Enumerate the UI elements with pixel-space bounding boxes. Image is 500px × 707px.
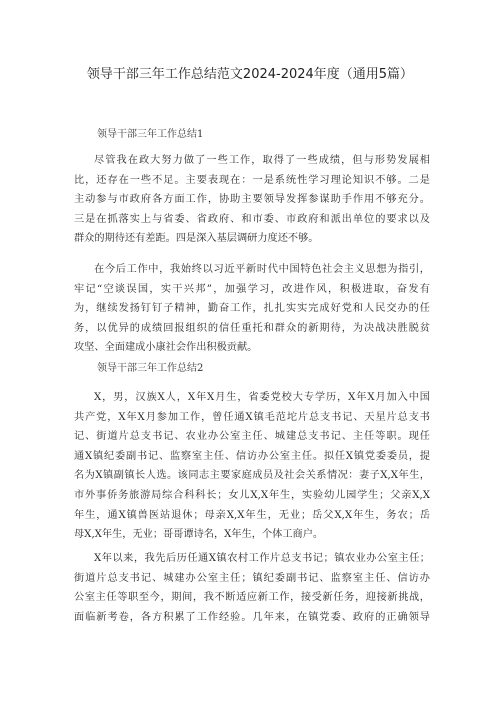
paragraph-line: 为，继续发扬钉钉子精神，勤奋工作，扎扎实实完成好党和人民交办的任	[74, 303, 430, 315]
section-heading-1: 领导干部三年工作总结1	[97, 129, 204, 140]
paragraph-2	[74, 260, 430, 358]
paragraph-line: 名为X镇副镇长人选。该同志主要家庭成员及社会关系情况：妻子X,X年生，	[74, 470, 430, 482]
paragraph-line: 街道片总支书记、城建办公室主任；镇纪委副书记、监察室主任、信访办	[74, 572, 430, 584]
paragraph-line: 通X镇纪委副书记、监察室主任、信访办公室主任。拟任X镇党委委员，提	[74, 450, 430, 462]
paragraph-line: X年以来，我先后历任通X镇农村工作片总支书记；镇农业办公室主任；	[94, 553, 430, 564]
paragraph-line: 公室主任等职至今，期间，我不断适应新工作，接受新任务，迎接新挑战，	[74, 592, 430, 604]
paragraph-line: 群众的期待还有差距。四是深入基层调研力度还不够。	[74, 233, 319, 245]
paragraph-4	[74, 549, 430, 627]
paragraph-line: 比，还存在一些不足。主要表现在：一是系统性学习理论知识不够。二是	[74, 174, 430, 186]
paragraph-line: 三是在抓落实上与省委、省政府、和市委、市政府和派出单位的要求以及	[74, 213, 430, 225]
paragraph-line: X，男，汉族X人，X年X月生，省委党校大专学历，X年X月加入中国	[94, 392, 430, 403]
paragraph-line: 市外事侨务旅游局综合科科长；女儿X,X年生，实验幼儿园学生；父亲X,X	[74, 489, 430, 501]
paragraph-line: 攻坚、全面建成小康社会作出积极贡献。	[74, 342, 258, 354]
paragraph-line: 主动参与市政府各方面工作，协助主要领导发挥参谋助手作用不够充分。	[74, 194, 430, 206]
paragraph-line: 年生，通X镇兽医站退休；母亲X,X年生，无业；岳父X,X年生，务农；岳	[74, 509, 430, 521]
paragraph-line: 在今后工作中，我始终以习近平新时代中国特色社会主义思想为指引，	[94, 264, 430, 275]
paragraph-line: 务，以优异的成绩回报组织的信任重托和群众的新期待，为决战决胜脱贫	[74, 322, 430, 334]
paragraph-1	[74, 151, 430, 249]
paragraph-line: 面临新考卷，各方积累了工作经验。几年来，在镇党委、政府的正确领导	[74, 611, 430, 623]
paragraph-line: 记、街道片总支书记、农业办公室主任、城建总支书记、主任等职。现任	[74, 431, 430, 443]
paragraph-line: 尽管我在政大努力做了一些工作，取得了一些成绩，但与形势发展相	[94, 155, 430, 166]
paragraph-line: 牢记“空谈误国，实干兴邦”，加强学习，改进作风，积极进取，奋发有	[74, 283, 430, 295]
document-title: 领导干部三年工作总结范文2024-2024年度（通用5篇）	[86, 67, 414, 82]
paragraph-3	[74, 388, 430, 545]
paragraph-line: 母X,X年生，无业；哥哥谭诗名，X年生，个体工商户。	[74, 529, 324, 541]
section-heading-2: 领导干部三年工作总结2	[97, 363, 204, 374]
paragraph-line: 共产党，X年X月参加工作，曾任通X镇毛范坨片总支书记、天星片总支书	[74, 411, 430, 423]
